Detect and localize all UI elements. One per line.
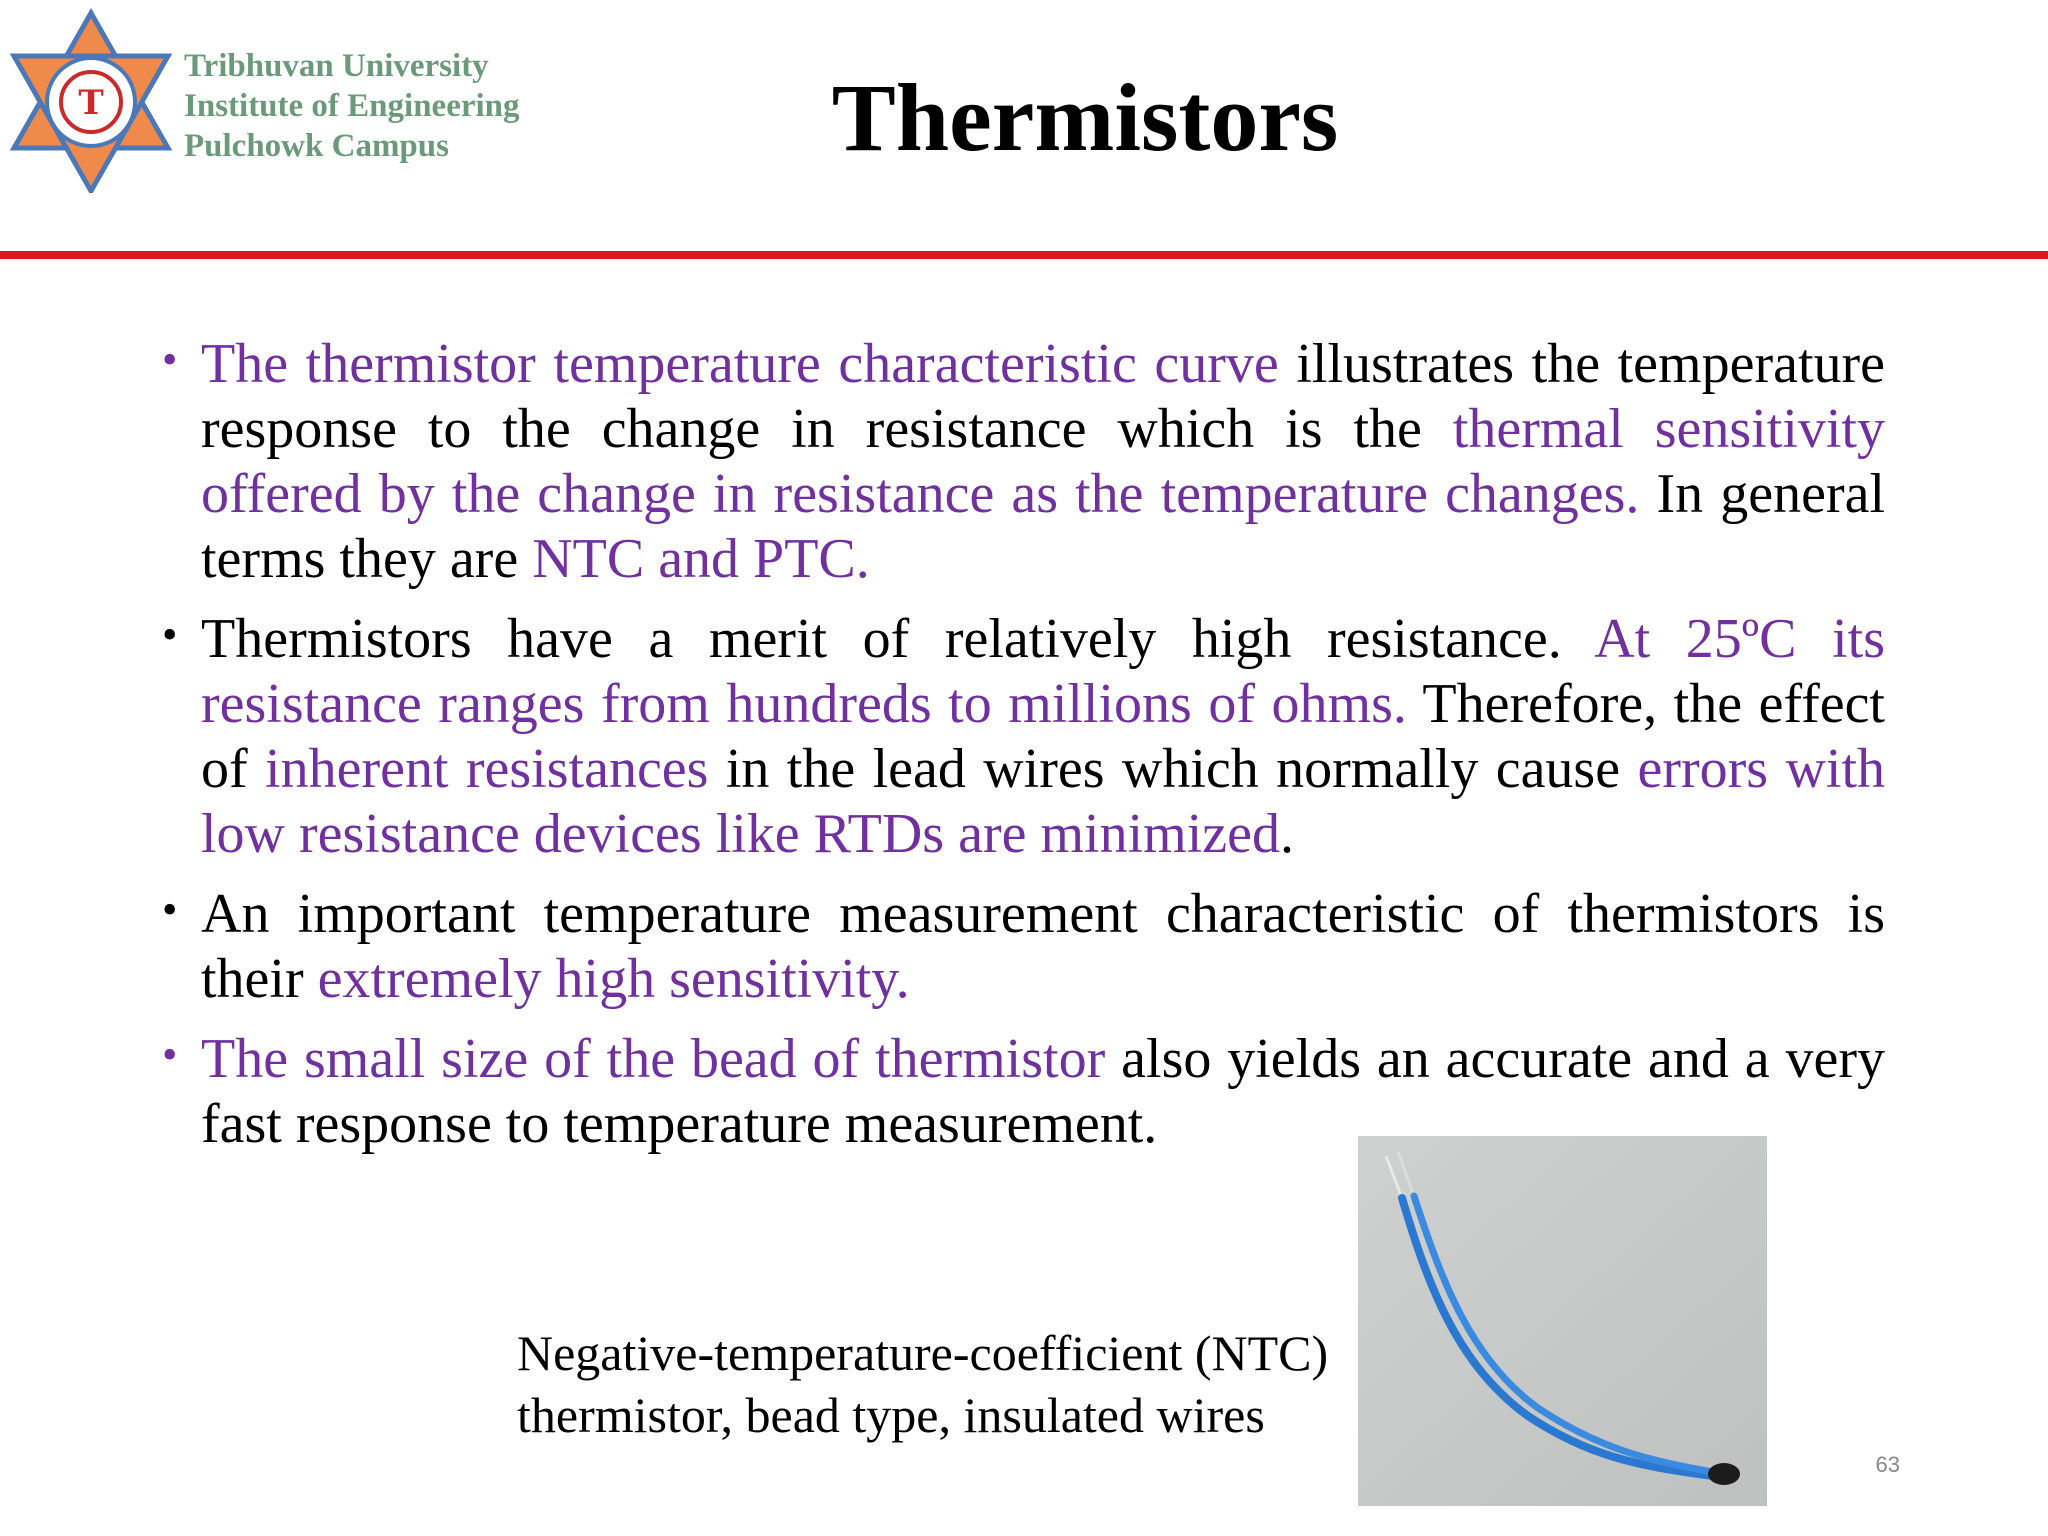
institution-line: Institute of Engineering <box>184 88 520 124</box>
institution-line: Pulchowk Campus <box>184 128 449 164</box>
slide-title: Thermistors <box>831 64 1339 171</box>
header-divider <box>0 251 2048 259</box>
page-number: 63 <box>1875 1452 1900 1477</box>
bullet-text-highlight: extremely high sensitivity. <box>317 948 910 1010</box>
bullet-marker: • <box>162 885 178 934</box>
bullet-text: In general terms they are <box>201 463 1886 590</box>
bullet-text: Thermistors have a merit of relatively high resistance. <box>201 608 1595 670</box>
bullet-text-highlight: At 25ºC its resistance ranges from hundreds to millions of ohms. <box>201 608 1885 735</box>
bullet-item <box>150 607 1885 867</box>
caption-line: thermistor, bead type, insulated wires <box>517 1387 1265 1443</box>
bullet-text-highlight: inherent resistances <box>265 738 709 800</box>
bullet-text: An important temperature measurement characteristic of thermistors is their <box>201 883 1885 1010</box>
bullet-text-highlight: errors with low resistance devices like RTDs are minimized <box>201 738 1886 865</box>
bullet-marker: • <box>162 610 178 659</box>
tu-emblem-icon <box>8 8 178 193</box>
bullet-marker: • <box>162 1030 178 1079</box>
bullet-text: illustrates the temperature response to the change in resistance which is the <box>201 333 1886 460</box>
bullet-item <box>150 882 1885 1012</box>
thermistor-illustration <box>1358 1136 1767 1506</box>
bullet-list <box>150 332 1885 1172</box>
bullet-text-highlight: The thermistor temperature characteristic curve <box>201 333 1279 395</box>
bullet-text: in the lead wires which normally cause <box>708 738 1638 800</box>
institution-line: Tribhuvan University <box>184 48 489 84</box>
bullet-text: Therefore, the effect of <box>201 673 1885 800</box>
image-caption <box>517 1322 1367 1446</box>
institution-name <box>184 46 520 166</box>
bullet-text-highlight: The small size of the bead of thermistor <box>201 1028 1106 1090</box>
bullet-marker: • <box>162 335 178 384</box>
bullet-text: . <box>1279 803 1294 865</box>
thermistor-photo <box>1358 1136 1767 1506</box>
svg-text:T: T <box>78 83 104 123</box>
institution-logo-block <box>8 8 608 198</box>
caption-line: Negative-temperature-coefficient (NTC) <box>517 1325 1329 1381</box>
bullet-text-highlight: NTC and PTC. <box>532 528 870 590</box>
bullet-item <box>150 332 1885 592</box>
bullet-text: also yields an accurate and a very fast response to temperature measurement. <box>201 1028 1885 1155</box>
bullet-text-highlight: thermal sensitivity offered by the change in resistance as the temperature changes. <box>201 398 1885 525</box>
slide-header <box>0 0 2048 258</box>
